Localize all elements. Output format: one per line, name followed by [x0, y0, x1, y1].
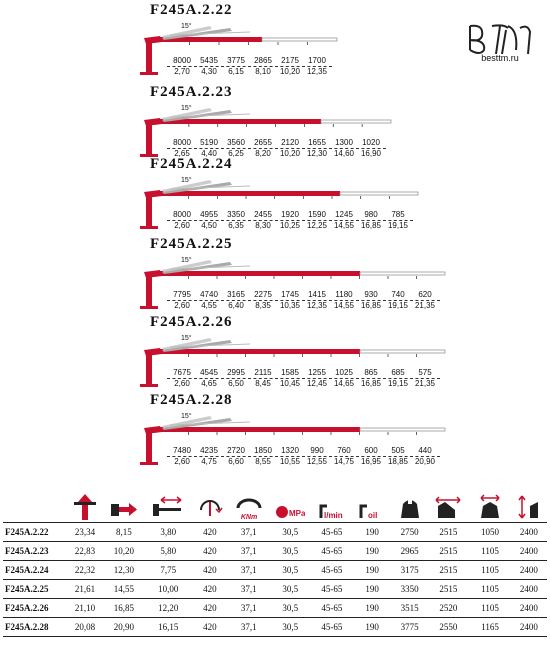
oil-tank-icon — [358, 492, 386, 522]
reach-m: 2,60 — [167, 456, 197, 467]
reach-m: 16,85 — [356, 378, 386, 389]
table-cell: 16,15 — [145, 618, 192, 637]
load-point — [248, 290, 278, 311]
reach-m: 10,25 — [275, 220, 305, 231]
load-kg: 4955 — [200, 210, 218, 219]
table-cell: 2515 — [428, 561, 470, 580]
reach-m: 10,20 — [275, 148, 305, 159]
load-point — [167, 446, 197, 467]
table-cell: 1050 — [469, 523, 511, 542]
table-cell: 190 — [353, 580, 392, 599]
load-kg: 1850 — [254, 446, 272, 455]
load-kg: 740 — [391, 290, 405, 299]
load-kg: 1590 — [308, 210, 326, 219]
load-kg: 1745 — [281, 290, 299, 299]
load-kg: 3350 — [227, 210, 245, 219]
table-cell: 21,61 — [67, 580, 103, 599]
table-cell: 2400 — [511, 523, 547, 542]
table-cell: 1165 — [469, 618, 511, 637]
height-icon — [516, 492, 542, 522]
reach-m: 8,20 — [248, 148, 278, 159]
reach-m: 12,25 — [302, 220, 332, 231]
load-kg: 2720 — [227, 446, 245, 455]
reach-m: 16,90 — [356, 148, 386, 159]
diagram-model-title: F245A.2.23 — [150, 84, 233, 100]
diagram-model-title: F245A.2.28 — [150, 392, 233, 408]
slewing-torque-icon — [234, 492, 264, 522]
table-cell: 2400 — [511, 618, 547, 637]
reach-m: 2,70 — [167, 66, 197, 77]
load-point — [194, 368, 224, 389]
load-kg: 760 — [337, 446, 351, 455]
load-kg: 8000 — [173, 138, 191, 147]
table-cell: 45-65 — [311, 580, 353, 599]
reach-m: 4,75 — [194, 456, 224, 467]
reach-m: 14,65 — [329, 378, 359, 389]
load-kg: 5435 — [200, 56, 218, 65]
table-cell: 30,5 — [270, 542, 312, 561]
load-kg: 2115 — [254, 368, 272, 377]
reach-m: 2,60 — [167, 220, 197, 231]
reach-m: 4,65 — [194, 378, 224, 389]
table-cell: 22,83 — [67, 542, 103, 561]
table-cell: 2400 — [511, 542, 547, 561]
reach-m: 4,55 — [194, 300, 224, 311]
table-cell: 420 — [192, 542, 228, 561]
load-kg: 4740 — [200, 290, 218, 299]
table-cell: 30,5 — [270, 561, 312, 580]
row-model-name: F245A.2.26 — [3, 599, 67, 618]
load-point — [329, 368, 359, 389]
load-point — [194, 210, 224, 231]
table-cell: 3350 — [392, 580, 428, 599]
reach-m: 10,35 — [275, 300, 305, 311]
load-kg: 1255 — [308, 368, 326, 377]
load-kg: 1320 — [281, 446, 299, 455]
load-point — [356, 368, 386, 389]
load-point — [221, 290, 251, 311]
load-kg: 4545 — [200, 368, 218, 377]
load-point — [248, 446, 278, 467]
load-kg: 930 — [364, 290, 378, 299]
table-cell: 2515 — [428, 523, 470, 542]
table-cell: 37,1 — [228, 561, 270, 580]
table-cell: 7,75 — [145, 561, 192, 580]
table-cell: 5,80 — [145, 542, 192, 561]
table-cell: 190 — [353, 561, 392, 580]
diagram-model-title: F245A.2.24 — [150, 156, 233, 172]
table-cell: 45-65 — [311, 561, 353, 580]
diagram-model-title: F245A.2.22 — [150, 2, 233, 18]
reach-m: 2,60 — [167, 378, 197, 389]
reach-m: 6,40 — [221, 300, 251, 311]
load-kg: 1585 — [281, 368, 299, 377]
svg-text:KNm: KNm — [240, 514, 257, 521]
load-kg: 2455 — [254, 210, 272, 219]
row-model-name: F245A.2.23 — [3, 542, 67, 561]
table-cell: 3515 — [392, 599, 428, 618]
load-kg: 1920 — [281, 210, 299, 219]
boom-angle-label: 15° — [181, 257, 192, 264]
table-cell: 1105 — [469, 561, 511, 580]
table-row — [3, 580, 547, 599]
load-kg: 4235 — [200, 446, 218, 455]
load-kg: 3165 — [227, 290, 245, 299]
load-kg: 7480 — [173, 446, 191, 455]
svg-text:oil: oil — [368, 511, 378, 520]
table-cell: 190 — [353, 618, 392, 637]
row-model-name: F245A.2.24 — [3, 561, 67, 580]
row-model-name: F245A.2.22 — [3, 523, 67, 542]
installation-space-icon — [433, 492, 463, 522]
reach-m: 14,55 — [329, 220, 359, 231]
load-kg: 785 — [391, 210, 405, 219]
load-point — [194, 56, 224, 77]
table-cell: 1105 — [469, 542, 511, 561]
load-point — [383, 290, 413, 311]
load-kg: 980 — [364, 210, 378, 219]
load-point — [221, 446, 251, 467]
reach-m: 6,60 — [221, 456, 251, 467]
table-row — [3, 599, 547, 618]
reach-m: 4,30 — [194, 66, 224, 77]
table-cell: 3775 — [392, 618, 428, 637]
reach-m: 16,85 — [356, 220, 386, 231]
table-cell: 2750 — [392, 523, 428, 542]
table-cell: 20,90 — [103, 618, 145, 637]
load-kg: 2865 — [254, 56, 272, 65]
load-point — [275, 56, 305, 77]
svg-text:l/min: l/min — [323, 511, 343, 520]
table-cell: 45-65 — [311, 599, 353, 618]
load-point — [167, 210, 197, 231]
load-kg: 8000 — [173, 56, 191, 65]
diagram-model-title: F245A.2.25 — [150, 236, 233, 252]
boom-angle-label: 15° — [181, 23, 192, 30]
reach-m: 6,50 — [221, 378, 251, 389]
table-cell: 420 — [192, 580, 228, 599]
load-kg: 865 — [364, 368, 378, 377]
table-cell: 2550 — [428, 618, 470, 637]
load-point — [302, 368, 332, 389]
weight-icon — [397, 492, 423, 522]
reach-m: 6,25 — [221, 148, 251, 159]
load-kg: 2655 — [254, 138, 272, 147]
table-cell: 16,85 — [103, 599, 145, 618]
load-kg: 685 — [391, 368, 405, 377]
load-kg: 1300 — [335, 138, 353, 147]
load-kg: 990 — [310, 446, 324, 455]
table-cell: 2515 — [428, 542, 470, 561]
load-kg: 3775 — [227, 56, 245, 65]
table-cell: 12,20 — [145, 599, 192, 618]
table-cell: 21,10 — [67, 599, 103, 618]
reach-m: 12,45 — [302, 378, 332, 389]
table-cell: 23,34 — [67, 523, 103, 542]
load-kg: 1415 — [308, 290, 326, 299]
load-diagram — [0, 392, 550, 470]
table-cell: 30,5 — [270, 599, 312, 618]
table-row — [3, 618, 547, 637]
load-diagram — [0, 2, 550, 80]
table-cell: 10,20 — [103, 542, 145, 561]
reach-m: 10,55 — [275, 456, 305, 467]
reach-m: 14,75 — [329, 456, 359, 467]
reach-m: 6,15 — [221, 66, 251, 77]
reach-m: 18,85 — [383, 456, 413, 467]
reach-m: 2,60 — [167, 300, 197, 311]
boom-angle-label: 15° — [181, 105, 192, 112]
reach-m: 10,20 — [275, 66, 305, 77]
load-point — [167, 290, 197, 311]
load-point — [275, 446, 305, 467]
table-cell: 30,5 — [270, 523, 312, 542]
table-cell: 420 — [192, 599, 228, 618]
load-kg: 1700 — [308, 56, 326, 65]
table-cell: 2965 — [392, 542, 428, 561]
table-cell: 30,5 — [270, 618, 312, 637]
load-point — [248, 368, 278, 389]
table-cell: 420 — [192, 523, 228, 542]
load-point — [167, 368, 197, 389]
load-kg: 8000 — [173, 210, 191, 219]
max-outreach-icon — [151, 492, 185, 522]
table-cell: 190 — [353, 599, 392, 618]
boom-angle-label: 15° — [181, 335, 192, 342]
lifting-moment-icon — [72, 492, 98, 522]
load-point — [356, 446, 386, 467]
reach-m: 6,35 — [221, 220, 251, 231]
load-point — [221, 210, 251, 231]
table-cell: 2400 — [511, 599, 547, 618]
load-point — [410, 290, 440, 311]
table-cell: 37,1 — [228, 542, 270, 561]
load-kg: 3560 — [227, 138, 245, 147]
reach-m: 19,15 — [383, 300, 413, 311]
reach-m: 14,60 — [329, 148, 359, 159]
load-kg: 7675 — [173, 368, 191, 377]
flow-lmin-icon — [317, 492, 347, 522]
boom-angle-label: 15° — [181, 177, 192, 184]
load-point — [356, 210, 386, 231]
reach-m: 8,45 — [248, 378, 278, 389]
reach-m: 20,90 — [410, 456, 440, 467]
reach-m: 12,55 — [302, 456, 332, 467]
load-point — [383, 446, 413, 467]
load-point — [167, 56, 197, 77]
table-cell: 45-65 — [311, 618, 353, 637]
site-label: besttm.ru — [481, 53, 519, 63]
row-model-name: F245A.2.25 — [3, 580, 67, 599]
load-kg: 2120 — [281, 138, 299, 147]
table-cell: 37,1 — [228, 618, 270, 637]
table-cell: 2400 — [511, 580, 547, 599]
table-cell: 8,15 — [103, 523, 145, 542]
load-point — [410, 368, 440, 389]
table-cell: 45-65 — [311, 542, 353, 561]
diagram-model-title: F245A.2.26 — [150, 314, 233, 330]
reach-m: 8,55 — [248, 456, 278, 467]
table-cell: 2515 — [428, 580, 470, 599]
table-cell: 190 — [353, 523, 392, 542]
table-cell: 1105 — [469, 580, 511, 599]
reach-m: 21,35 — [410, 300, 440, 311]
reach-m: 10,45 — [275, 378, 305, 389]
load-kg: 575 — [418, 368, 432, 377]
reach-m: 19,15 — [383, 220, 413, 231]
load-point — [329, 210, 359, 231]
table-cell: 20,08 — [67, 618, 103, 637]
table-cell: 22,32 — [67, 561, 103, 580]
load-point — [302, 446, 332, 467]
reach-m: 8,10 — [248, 66, 278, 77]
table-cell: 3,80 — [145, 523, 192, 542]
table-cell: 45-65 — [311, 523, 353, 542]
load-kg: 600 — [364, 446, 378, 455]
load-point — [248, 56, 278, 77]
reach-m: 4,40 — [194, 148, 224, 159]
load-point — [275, 290, 305, 311]
load-kg: 2995 — [227, 368, 245, 377]
table-cell: 420 — [192, 561, 228, 580]
load-point — [194, 446, 224, 467]
reach-m: 2,65 — [167, 148, 197, 159]
load-point — [248, 210, 278, 231]
load-kg: 1020 — [362, 138, 380, 147]
table-cell: 190 — [353, 542, 392, 561]
table-cell: 2400 — [511, 561, 547, 580]
load-point — [275, 368, 305, 389]
load-diagram — [0, 236, 550, 314]
load-kg: 1025 — [335, 368, 353, 377]
reach-m: 21,35 — [410, 378, 440, 389]
load-kg: 505 — [391, 446, 405, 455]
width-folded-icon — [475, 492, 505, 522]
table-row — [3, 523, 547, 542]
row-model-name: F245A.2.28 — [3, 618, 67, 637]
specs-table — [3, 482, 547, 637]
load-kg: 620 — [418, 290, 432, 299]
load-diagram — [0, 84, 550, 162]
reach-m: 14,55 — [329, 300, 359, 311]
load-point — [383, 368, 413, 389]
load-kg: 1655 — [308, 138, 326, 147]
table-cell: 37,1 — [228, 599, 270, 618]
pressure-mpa-icon — [275, 492, 305, 522]
load-kg: 2175 — [281, 56, 299, 65]
reach-m: 16,95 — [356, 456, 386, 467]
reach-m: 4,50 — [194, 220, 224, 231]
reach-m: 12,35 — [302, 300, 332, 311]
table-cell: 12,30 — [103, 561, 145, 580]
table-header-row — [3, 482, 547, 523]
load-point — [329, 446, 359, 467]
table-cell: 1105 — [469, 599, 511, 618]
reach-m: 16,85 — [356, 300, 386, 311]
load-diagram — [0, 314, 550, 392]
table-cell: 14,55 — [103, 580, 145, 599]
reach-m: 8,35 — [248, 300, 278, 311]
load-point — [356, 290, 386, 311]
slewing-angle-icon — [197, 492, 223, 522]
table-row — [3, 561, 547, 580]
hydraulic-outreach-icon — [109, 492, 139, 522]
load-point — [383, 210, 413, 231]
reach-m: 12,35 — [302, 66, 332, 77]
load-kg: 440 — [418, 446, 432, 455]
load-point — [221, 368, 251, 389]
table-cell: 2520 — [428, 599, 470, 618]
load-point — [410, 446, 440, 467]
boom-angle-label: 15° — [181, 413, 192, 420]
table-row — [3, 542, 547, 561]
load-point — [302, 290, 332, 311]
table-cell: 10,00 — [145, 580, 192, 599]
table-cell: 37,1 — [228, 523, 270, 542]
table-cell: 30,5 — [270, 580, 312, 599]
load-kg: 1245 — [335, 210, 353, 219]
table-cell: 37,1 — [228, 580, 270, 599]
load-kg: 5190 — [200, 138, 218, 147]
load-kg: 1180 — [335, 290, 353, 299]
load-point — [329, 290, 359, 311]
load-kg: 7795 — [173, 290, 191, 299]
load-point — [302, 56, 332, 77]
load-point — [302, 210, 332, 231]
load-diagram — [0, 156, 550, 234]
reach-m: 12,30 — [302, 148, 332, 159]
table-cell: 3175 — [392, 561, 428, 580]
reach-m: 8,30 — [248, 220, 278, 231]
reach-m: 19,15 — [383, 378, 413, 389]
load-point — [194, 290, 224, 311]
load-point — [221, 56, 251, 77]
load-point — [275, 210, 305, 231]
table-cell: 420 — [192, 618, 228, 637]
load-kg: 2275 — [254, 290, 272, 299]
svg-text:MPa: MPa — [289, 509, 306, 518]
